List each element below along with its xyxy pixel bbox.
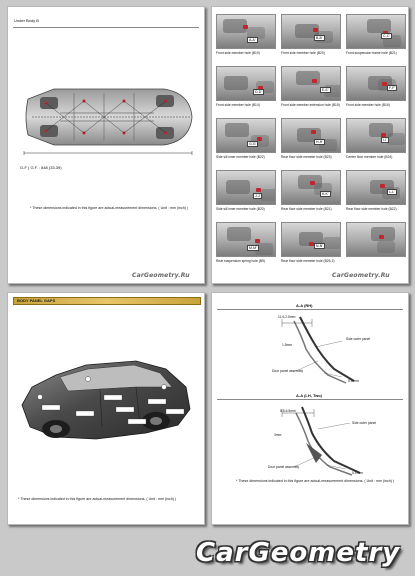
measuring-point-caption: Rear floor side member hole (B22) [346,207,397,211]
section-label: F-F' [389,86,396,90]
measuring-point-caption: Center floor member hole (B24) [346,155,393,159]
measuring-hole-marker [311,130,316,134]
watermark: CarGeometry.Ru [132,272,190,279]
measuring-point-caption: Side sill inner member hole (B20) [216,207,265,211]
section-label: H-H' [316,140,323,144]
section-label: K-K' [322,192,329,196]
section-label: I-I' [383,138,387,142]
section-rule-a [217,309,403,310]
measuring-point-caption: Rear floor side member hole (B25-1) [281,259,335,263]
section-label: N-N' [316,244,323,248]
measuring-hole-marker [310,181,315,185]
section-label: A-A' [249,38,256,42]
dim-label-a0: 11.6-2.5mm [278,315,296,319]
measuring-point-caption: Rear floor side member hole (B23) [281,155,332,159]
measuring-point-photo [346,222,406,257]
measuring-point-photo [281,14,341,49]
measuring-hole-marker [380,184,385,188]
section-diagram-a [242,313,382,385]
dim-label-a3: 1.5mm [282,343,293,347]
watermark: CarGeometry.Ru [332,272,390,279]
vehicle-body-diagram [16,347,196,447]
measuring-point-caption: Rear floor side member hole (B21) [281,207,332,211]
measuring-hole-marker [379,235,384,239]
measuring-point-photo [346,118,406,153]
measuring-point-photo [281,222,341,257]
section-label: G-G' [249,142,257,146]
measuring-point-photo [216,222,276,257]
dim-label-b4: 5.5 mm [352,471,363,475]
manual-page-section-gaps [211,292,409,525]
measuring-point-photo [346,170,406,205]
measurement-note: * These dimensions indicated in this figure are actual-measurement dimensions. ( Unit : mm (inch) ) [236,479,395,483]
measuring-hole-marker [313,28,318,32]
measuring-point-photo [281,170,341,205]
measuring-point-caption: Rear suspension spring hole (B9) [216,259,265,263]
measuring-point-photo [216,170,276,205]
measuring-point-photo [216,66,276,101]
measuring-point-photo [216,14,276,49]
section-label: E-E' [322,88,329,92]
measuring-hole-marker [312,79,317,83]
title-rule [13,27,199,28]
section-label: L-L' [389,190,395,194]
measuring-point-photo [346,66,406,101]
dim-label-a1: Side outer panel [346,337,371,341]
measuring-point-caption: Front side member hole (B16) [346,103,390,107]
measurement-note: * These dimensions indicated in this figure are actual-measurement dimensions. ( Unit : mm (inch) ) [30,206,189,210]
measuring-point-caption: Front side member extension hole (B15) [281,103,340,107]
section-label: D-D' [255,90,262,94]
manual-page-underbody [7,6,205,284]
section-label: C-C' [383,34,390,38]
page-title: Under Body B [14,18,39,23]
measuring-hole-marker [255,239,260,243]
manual-page-body-gaps [7,292,205,525]
measuring-point-photo [216,118,276,153]
measuring-point-photo [281,118,341,153]
measuring-point-caption: Side sill inner member hole (B22) [216,155,265,159]
measuring-point-caption: Front side member hole (B19) [216,51,260,55]
brand-logo: CarGeometry [196,538,401,568]
measuring-point-photo [281,66,341,101]
section-banner [13,297,201,305]
dim-label-a4: 5.5 mm [348,379,359,383]
section-banner-label: BODY PANEL GAPS [17,298,56,303]
section-diagram-b [242,403,382,477]
measuring-point-caption: Front side member hole (B14) [216,103,260,107]
dimension-caption: G-F ( G.F. : 848 (33.39) [20,165,62,170]
section-rule-b [217,399,403,400]
underbody-diagram [14,71,200,163]
manual-page-measuring-points [211,6,409,284]
section-label: M-M' [249,246,257,250]
dim-label-b2: Side outer panel [352,421,377,425]
section-title-b: A-A (LH, Two) [296,393,322,398]
dim-label-a2: Door panel assembly [272,369,303,373]
measuring-point-photo [346,14,406,49]
dim-label-b0: 5.5-6.5mm [280,409,296,413]
section-label: J-J' [255,194,261,198]
measuring-point-caption: Front side member hole (B20) [281,51,325,55]
measuring-hole-marker [256,188,261,192]
measuring-point-caption: Front suspension frame hole (B21) [346,51,397,55]
section-label: B-B' [316,36,323,40]
dim-label-b1: 3mm [274,433,282,437]
dim-label-b3: Door panel assembly [268,465,299,469]
section-title-a: A-A (RH) [296,303,313,308]
measuring-hole-marker [243,25,248,29]
measurement-note: * These dimensions indicated in this figure are actual-measurement dimensions. ( Unit : mm (inch) ) [18,497,177,501]
